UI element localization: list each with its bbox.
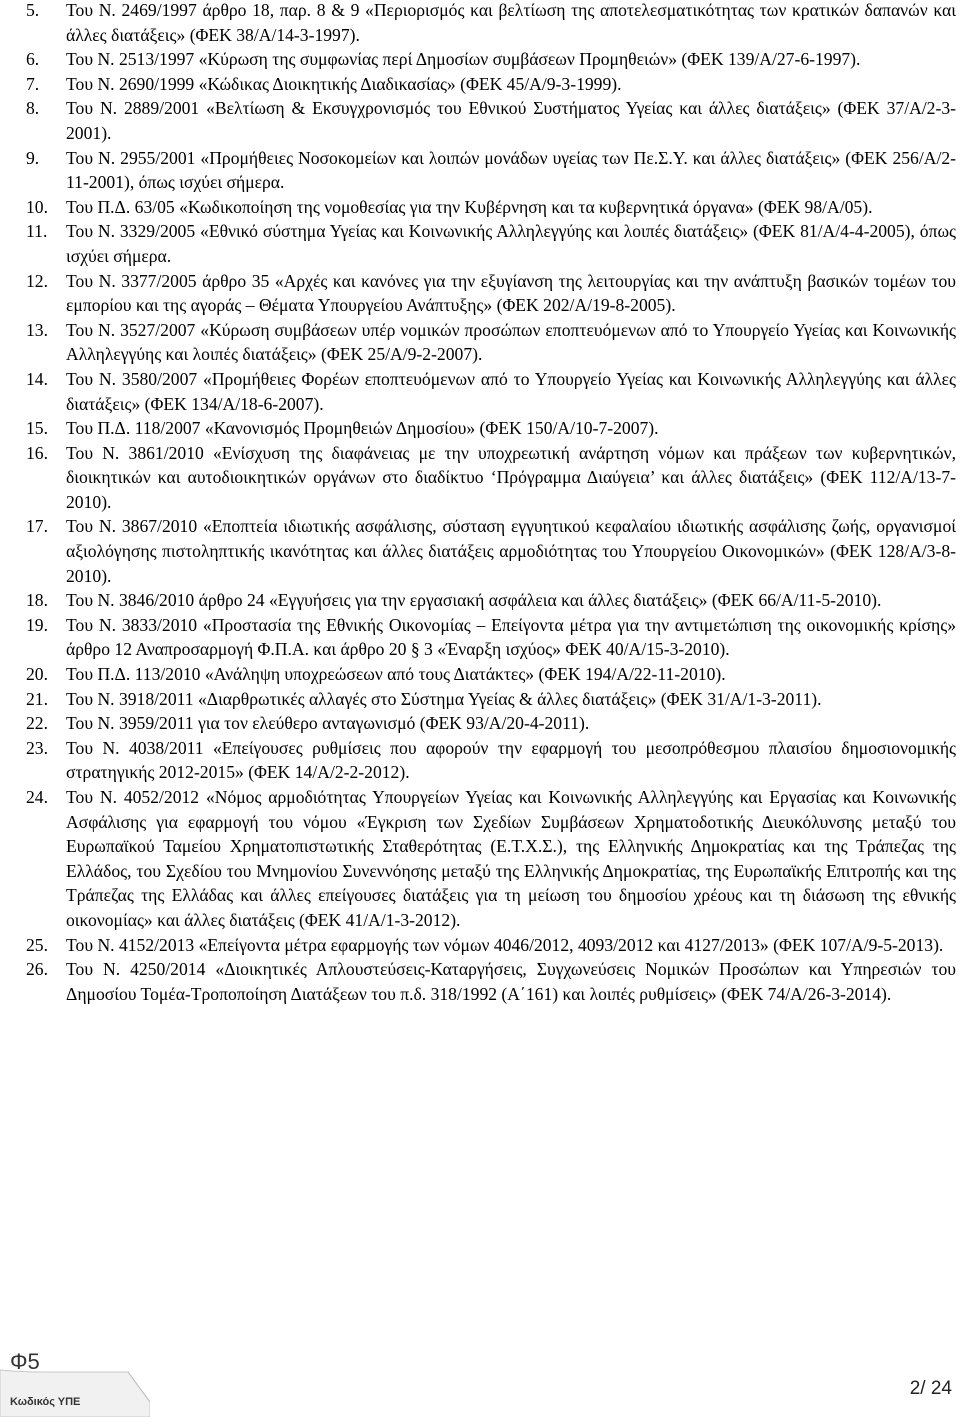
item-text: Του Π.Δ. 118/2007 «Κανονισμός Προμηθειών Δημοσίου» (ΦΕΚ 150/Α/10-7-2007). [66, 418, 659, 439]
list-item [26, 0, 956, 47]
list-item [26, 957, 956, 1006]
item-number: 13. [26, 319, 48, 340]
item-number: 10. [26, 196, 48, 217]
item-number: 19. [26, 614, 48, 635]
list-item [26, 736, 956, 785]
item-text: Του Ν. 3918/2011 «Διαρθρωτικές αλλαγές στο Σύστημα Υγείας & άλλες διατάξεις» (ΦΕΚ 31/Α/1-3-2011). [66, 688, 822, 709]
item-text: Του Ν. 2889/2001 «Βελτίωση & Εκσυγχρονισμός του Εθνικού Συστήματος Υγείας και άλλες διατάξεις» (ΦΕΚ 37/Α/2-3-2001). [66, 98, 956, 143]
item-number: 11. [26, 221, 48, 242]
item-text: Του Ν. 3846/2010 άρθρο 24 «Εγγυήσεις για την εργασιακή ασφάλεια και άλλες διατάξεις» (ΦΕΚ 66/Α/11-5-2010). [66, 590, 882, 611]
list-item [26, 146, 956, 195]
item-number: 17. [26, 516, 48, 537]
item-number: 8. [26, 98, 40, 119]
list-item [26, 711, 956, 736]
list-item [26, 195, 956, 220]
list-item [26, 416, 956, 441]
item-text: Του Ν. 4250/2014 «Διοικητικές Απλουστεύσεις-Καταργήσεις, Συγχωνεύσεις Νομικών Προσώπων και Υπηρεσιών του Δημοσίου Τομέα-Τροποποίηση Διατάξεων του π.δ. 318/1992 (Α΄161) και λοιπές ρυθμίσεις» (ΦΕΚ 74/Α/26-3-2014). [66, 959, 956, 1004]
item-number: 20. [26, 664, 48, 685]
document-code-label: Κωδικός ΥΠΕ [10, 1396, 81, 1408]
list-item [26, 219, 956, 268]
item-text: Του Ν. 2955/2001 «Προμήθειες Νοσοκομείων και λοιπών μονάδων υγείας των Πε.Σ.Υ. και άλλες διατάξεις» (ΦΕΚ 256/Α/2-11-2001), όπως ισχύει σήμερα. [66, 147, 956, 193]
item-number: 24. [26, 787, 48, 807]
legislation-list [26, 0, 956, 1006]
item-number: 16. [26, 442, 48, 463]
item-text: Του Ν. 4052/2012 «Νόμος αρμοδιότητας Υπουργείων Υγείας και Κοινωνικής Αλληλεγγύης και Εργασίας και Κοινωνικής Ασφάλισης για εφαρμογή του νόμου «Έγκριση των Σχεδίων Συμβάσεων Χρηματοδοτικής Διευκόλυνσης μεταξύ του Ευρωπαϊκού Ταμείου Χρηματοπιστωτικής Σταθερότητας (Ε.Τ.Χ.Σ.), της Ελληνικής Δημοκρατίας και της Τράπεζας της Ελλάδος, του Σχεδίου του Μνημονίου Συνεννόησης μεταξύ της Ελληνικής Δημοκρατίας, της Ευρωπαϊκής Επιτροπής και της Τράπεζας της Ελλάδας και άλλες επείγουσες διατάξεις για τη μείωση του δημοσίου χρέους και τη διάσωση της εθνικής οικονομίας» και άλλες διατάξεις (ΦΕΚ 41/Α/1-3-2012). [66, 787, 956, 930]
item-number: 23. [26, 737, 48, 758]
list-item [26, 514, 956, 588]
item-text: Του Ν. 3580/2007 «Προμήθειες Φορέων εποπτευόμενων από το Υπουργείο Υγείας και Κοινωνικής Αλληλεγγύης και άλλες διατάξεις» (ΦΕΚ 134/Α/18-6-2007). [66, 368, 956, 414]
item-text: Του Ν. 3833/2010 «Προστασία της Εθνικής Οικονομίας – Επείγοντα μέτρα για την αντιμετώπιση της οικονομικής κρίσης» άρθρο 12 Αναπροσαρμογή Φ.Π.Α. και άρθρο 20 § 3 «Έναρξη ισχύος» ΦΕΚ 40/Α/15-3-2010). [66, 614, 956, 660]
list-item [26, 662, 956, 687]
list-item [26, 96, 956, 145]
item-text: Του Ν. 3377/2005 άρθρο 35 «Αρχές και κανόνες για την εξυγίανση της λειτουργίας και την ανάπτυξη βασικών τομέων του εμπορίου και της αγοράς – Θέματα Υπουργείου Ανάπτυξης» (ΦΕΚ 202/Α/19-8-2005). [66, 270, 956, 316]
item-text: Του Ν. 2513/1997 «Κύρωση της συμφωνίας περί Δημοσίων συμβάσεων Προμηθειών» (ΦΕΚ 139/Α/27-6-1997). [66, 49, 861, 70]
item-text: Του Ν. 3959/2011 για τον ελεύθερο ανταγωνισμό (ΦΕΚ 93/Α/20-4-2011). [66, 713, 590, 734]
item-number: 9. [26, 147, 40, 168]
document-code: Φ5 [10, 1349, 40, 1374]
item-number: 26. [26, 959, 48, 980]
list-item [26, 933, 956, 958]
item-text: Του Ν. 4152/2013 «Επείγοντα μέτρα εφαρμογής των νόμων 4046/2012, 4093/2012 και 4127/2013» (ΦΕΚ 107/Α/9-5-2013). [66, 934, 944, 955]
item-text: Του Π.Δ. 113/2010 «Ανάληψη υποχρεώσεων από τους Διατάκτες» (ΦΕΚ 194/Α/22-11-2010). [66, 664, 726, 685]
item-number: 12. [26, 270, 48, 291]
item-text: Του Π.Δ. 63/05 «Κωδικοποίηση της νομοθεσίας για την Κυβέρνηση και τα κυβερνητικά όργανα» (ΦΕΚ 98/Α/05). [66, 196, 873, 217]
item-number: 7. [26, 73, 40, 94]
list-item [26, 588, 956, 613]
item-number: 21. [26, 688, 48, 709]
item-number: 25. [26, 934, 48, 955]
list-item [26, 269, 956, 318]
list-item [26, 687, 956, 712]
list-item [26, 72, 956, 97]
item-text: Του Ν. 3867/2010 «Εποπτεία ιδιωτικής ασφάλισης, σύσταση εγγυητικού κεφαλαίου ιδιωτικής ασφάλισης ζωής, οργανισμοί αξιολόγησης πιστοληπτικής ικανότητας και άλλες διατάξεις αρμοδιότητας του Υπουργείου Οικονομικών» (ΦΕΚ 128/Α/3-8-2010). [66, 516, 956, 586]
list-item [26, 613, 956, 662]
list-item [26, 441, 956, 515]
item-text: Του Ν. 3329/2005 «Εθνικό σύστημα Υγείας και Κοινωνικής Αλληλεγγύης και λοιπές διατάξεις» (ΦΕΚ 81/Α/4-4-2005), όπως ισχύει σήμερα. [66, 221, 956, 266]
item-number: 5. [26, 0, 40, 20]
list-item [26, 47, 956, 72]
item-text: Του Ν. 4038/2011 «Επείγουσες ρυθμίσεις που αφορούν την εφαρμογή του μεσοπρόθεσμου πλαισίου δημοσιονομικής στρατηγικής 2012-2015» (ΦΕΚ 14/Α/2-2-2012). [66, 737, 956, 783]
list-item [26, 367, 956, 416]
item-text: Του Ν. 3527/2007 «Κύρωση συμβάσεων υπέρ νομικών προσώπων εποπτευόμενων από το Υπουργείο Υγείας και Κοινωνικής Αλληλεγγύης και λοιπές διατάξεις» (ΦΕΚ 25/Α/9-2-2007). [66, 319, 956, 365]
item-number: 14. [26, 368, 48, 389]
item-number: 15. [26, 418, 48, 439]
page-number: 2/ 24 [909, 1378, 952, 1399]
item-number: 22. [26, 713, 48, 734]
item-text: Του Ν. 2469/1997 άρθρο 18, παρ. 8 & 9 «Περιορισμός και βελτίωση της αποτελεσματικότητας των κρατικών δαπανών και άλλες διατάξεις» (ΦΕΚ 38/Α/14-3-1997). [66, 0, 956, 45]
list-item [26, 318, 956, 367]
list-item [26, 785, 956, 933]
item-text: Του Ν. 3861/2010 «Ενίσχυση της διαφάνειας με την υποχρεωτική ανάρτηση νόμων και πράξεων των κυβερνητικών, διοικητικών και αυτοδιοικητικών οργάνων στο διαδίκτυο ‘Πρόγραμμα Διαύγεια’ και άλλες διατάξεις» (ΦΕΚ 112/Α/13-7-2010). [66, 442, 956, 512]
item-text: Του Ν. 2690/1999 «Κώδικας Διοικητικής Διαδικασίας» (ΦΕΚ 45/Α/9-3-1999). [66, 73, 622, 94]
item-number: 6. [26, 49, 40, 70]
item-number: 18. [26, 590, 48, 611]
